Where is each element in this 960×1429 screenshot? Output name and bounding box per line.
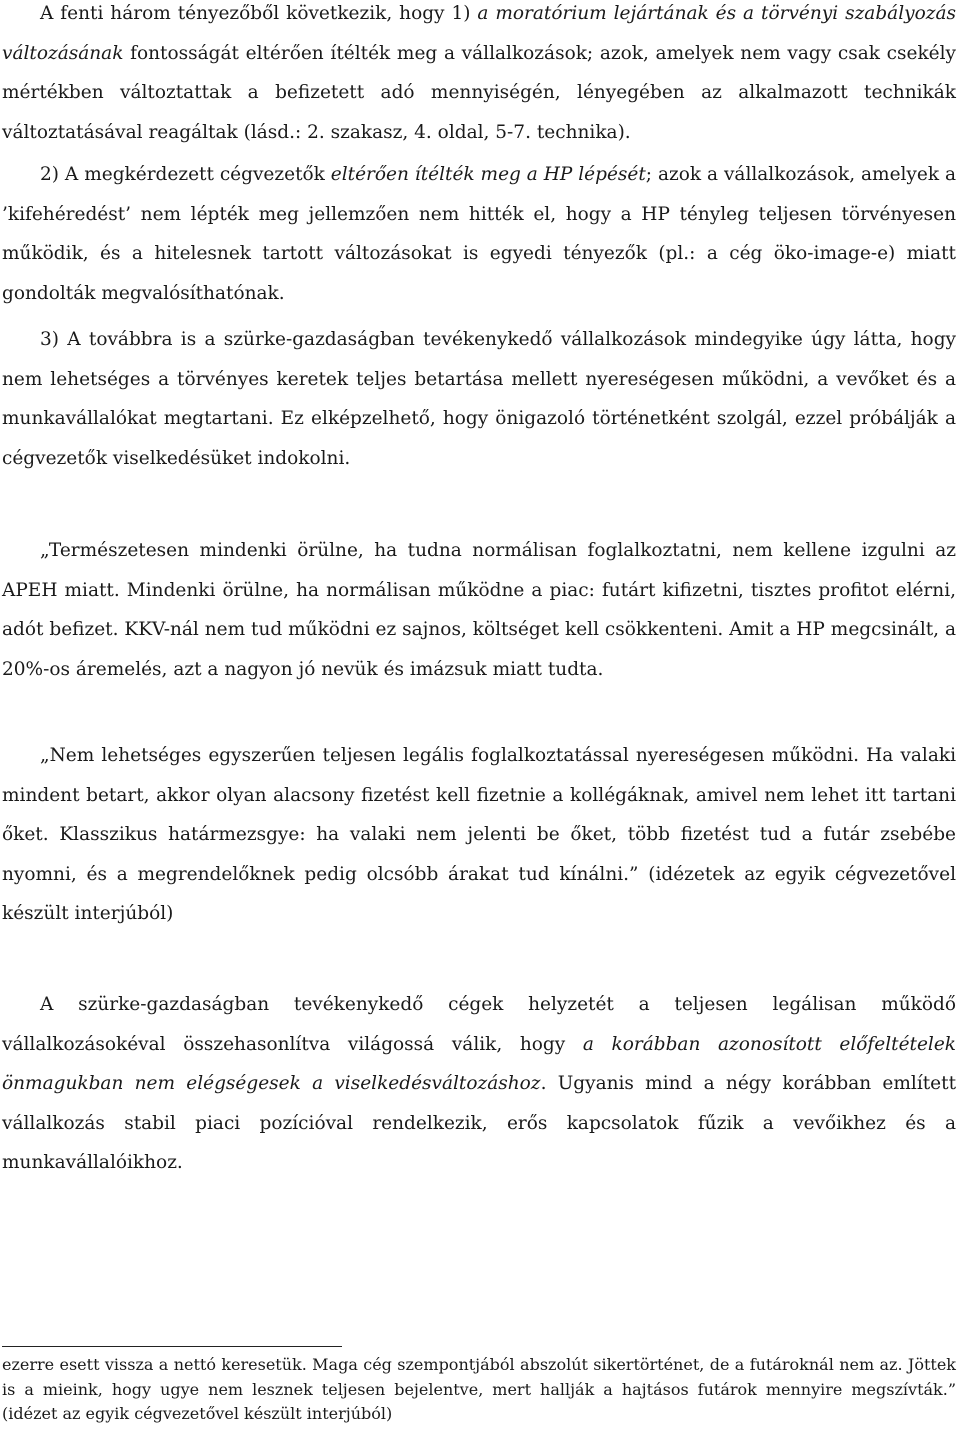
interview-quote-1: „Természetesen mindenki örülne, ha tudna normálisan foglalkoztatni, nem kellene izgulni az APEH miatt. Mindenki örülne, ha normálisan működne a piac: futárt kifizetni, tisztes profitot elérni, adót befizet. KKV-nál nem tud működni ez sajnos, költséget kell csökkenteni. Amit a HP megcsinált, a 20%-os áremelés, azt a nagyon jó nevük és imázsuk miatt tudta. — [2, 540, 956, 680]
paragraph-2-rest: ; azok a vállalkozások, amelyek a ’kifehéredést’ nem lépték meg jellemzően nem hitték el, hogy a HP tényleg teljesen törvényesen működik, és a hitelesnek tartott változásokat is egyedi tényezők (pl.: a cég öko-image-e) miatt gondolták megvalósíthatónak. — [2, 164, 957, 304]
footnote-separator — [2, 1346, 342, 1347]
paragraph-1-rest: fontosságát eltérően ítélték meg a vállalkozások; azok, amelyek nem vagy csak csekély mértékben változtattak a befizetett adó mennyiségén, lényegében az alkalmazott technikák változtatásával reagáltak (lásd.: 2. szakasz, 4. oldal, 5-7. technika). — [2, 42, 956, 143]
paragraph-hp-assessment — [2, 155, 956, 313]
paragraph-1-emphasis: a moratórium lejártának és a törvényi szabályozás változásának — [2, 3, 956, 64]
paragraph-4-rest: . Ugyanis mind a négy korábban említett vállalkozás stabil piaci pozícióval rendelkezik, erős kapcsolatok fűzik a vevőikhez és a munkavállalóikhoz. — [2, 1073, 956, 1174]
paragraph-grey-economy: 3) A továbbra is a szürke-gazdaságban tevékenykedő vállalkozások mindegyike úgy látta, hogy nem lehetséges a törvényes keretek teljes betartása mellett nyereségesen működni, a vevőket és a munkavállalókat megtartani. Ez elképzelhető, hogy önigazoló történetként szolgál, ezzel próbálják a cégvezetők viselkedésüket indokolni. — [2, 329, 956, 469]
interview-quote-2: „Nem lehetséges egyszerűen teljesen legális foglalkoztatással nyereségesen működni. Ha valaki mindent betart, akkor olyan alacsony fizetést kell fizetnie a kollégáknak, amivel nem lehet itt tartani őket. Klasszikus határmezsgye: ha valaki nem jelenti be őket, több fizetést tud a futár zsebébe nyomni, és a megrendelőknek pedig olcsóbb árakat tud kínálni.” (idézetek az egyik cégvezetővel készült interjúból) — [2, 745, 956, 925]
document-page — [2, 0, 956, 1429]
paragraph-4-lead: A szürke-gazdaságban tevékenykedő cégek helyzetét a teljesen legálisan működő vállalkozásokéval összehasonlítva világossá válik, hogy — [2, 994, 956, 1055]
paragraph-2-emphasis: eltérően ítélték meg a HP lépését — [330, 164, 646, 185]
paragraph-2-lead: 2) A megkérdezett cégvezetők — [40, 164, 331, 185]
footnote-continuation: ezerre esett vissza a nettó keresetük. Maga cég szempontjából abszolút sikertörténet, de a futároknál nem az. Jöttek is a mieink, hogy ugye nem lesznek teljesen bejelentve, mert hallják a hajtásos futárok mennyire megszívták.” (idézet az egyik cégvezetővel készült interjúból) — [2, 1355, 956, 1424]
paragraph-1-lead: A fenti három tényezőből következik, hogy 1) — [40, 3, 478, 24]
paragraph-conclusions — [2, 0, 956, 152]
paragraph-comparison — [2, 985, 956, 1183]
paragraph-4-emphasis: a korábban azonosított előfeltételek önmagukban nem elégségesek a viselkedésváltozáshoz — [2, 1033, 956, 1095]
